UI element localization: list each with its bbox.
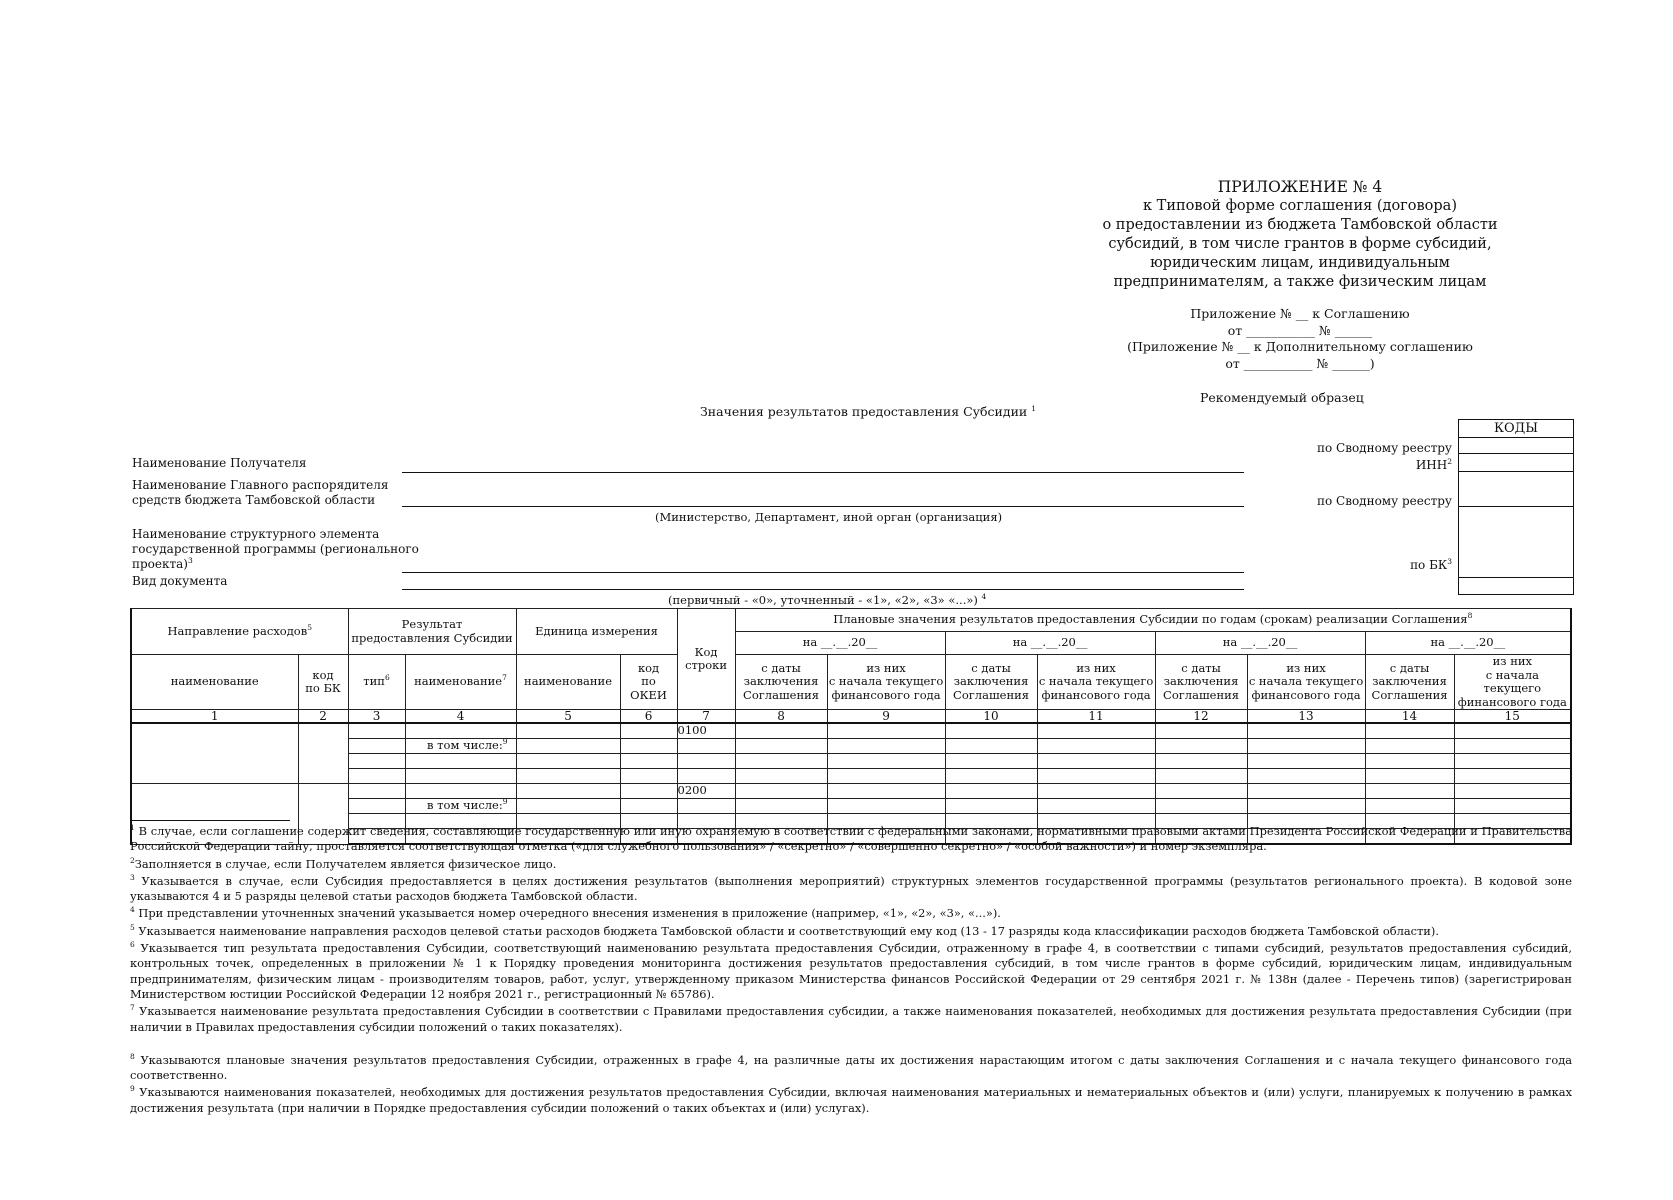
header-okei-line: код: [637, 660, 660, 675]
cell[interactable]: [1155, 784, 1247, 799]
cell[interactable]: [945, 769, 1037, 784]
column-number: 14: [1365, 710, 1454, 724]
cell[interactable]: [620, 754, 677, 769]
cell[interactable]: [945, 799, 1037, 814]
cell[interactable]: [516, 799, 620, 814]
header-period-3: на __.__.20__: [1155, 632, 1365, 655]
header-okei-line: по: [641, 674, 656, 689]
cell-row-code: 0200: [677, 784, 735, 799]
footnote-mark: 8: [130, 1052, 135, 1062]
header-from-date-line: с даты: [1389, 660, 1430, 675]
header-of-them-2: [1037, 655, 1155, 710]
cell[interactable]: [945, 723, 1037, 739]
header-period-1: на __.__.20__: [735, 632, 945, 655]
footnote: [130, 1004, 1572, 1035]
footnote-text: Указывается наименование результата предоставления Субсидии в соответствии с Правилами предоставления субсидии, а также наименования показателей, необходимых для достижения результата предоставления Субсидии (при наличии в Правилах предоставления субсидии положений о таких показателях).: [130, 1004, 1572, 1034]
header-from-date-line: Соглашения: [953, 687, 1030, 702]
cell[interactable]: [735, 799, 827, 814]
cell[interactable]: [1155, 769, 1247, 784]
document-type-note: [668, 593, 986, 607]
cell[interactable]: [1365, 784, 1454, 799]
footnote-text: Указывается в случае, если Субсидия предоставляется в целях достижения результатов (выполнения мероприятий) структурных элементов государственной программы (результатов регионального проекта). В кодовой зоне указываются 4 и 5 разряды целевой статьи расходов бюджета Тамбовской области.: [130, 873, 1572, 904]
table-title-text: Значения результатов предоставления Субсидии: [700, 404, 1028, 419]
header-of-them-line: с начала текущего: [1483, 667, 1542, 695]
header-result-type: [348, 655, 405, 710]
header-of-them-line: из них: [1492, 654, 1533, 668]
cell[interactable]: [348, 784, 405, 799]
appendix-line: юридическим лицам, индивидуальным: [1150, 255, 1450, 271]
cell[interactable]: [348, 754, 405, 769]
cell[interactable]: [1037, 784, 1155, 799]
footnote-mark: 8: [1467, 611, 1473, 621]
label-structural-element-line: [132, 557, 419, 572]
code-inn[interactable]: [1459, 454, 1574, 472]
header-okei-code: [620, 655, 677, 710]
header-of-them-3: [1247, 655, 1365, 710]
cell[interactable]: [1247, 723, 1365, 739]
cell[interactable]: [1454, 739, 1571, 754]
cell[interactable]: [620, 769, 677, 784]
header-of-them-line: из них: [866, 660, 906, 675]
footnote-text: Указываются наименования показателей, необходимых для достижения результатов предоставления Субсидии, включая наименования материальных и нематериальных объектов и (или) услуги, планируемых к получению в рамках достижения результата (при наличии в Порядке предоставления субсидии положений о таких объектах и (или) услугах).: [130, 1085, 1572, 1115]
code-bk[interactable]: [1459, 507, 1574, 578]
footnote-mark: 9: [502, 738, 508, 747]
cell[interactable]: [620, 784, 677, 799]
label-document-type: Вид документа: [132, 574, 228, 588]
header-bk-code: [298, 655, 348, 710]
footnote-mark: 2: [1447, 457, 1452, 466]
cell[interactable]: [348, 799, 405, 814]
label-svodny-reestr-1: по Сводному реестру: [1316, 441, 1452, 455]
cell[interactable]: [1454, 754, 1571, 769]
cell[interactable]: [945, 784, 1037, 799]
column-number: 10: [945, 710, 1037, 724]
cell[interactable]: [405, 754, 516, 769]
cell[interactable]: [1155, 754, 1247, 769]
cell-direction-name[interactable]: [131, 723, 298, 784]
footnote-mark: 1: [1031, 403, 1037, 413]
header-result-name-text: наименование: [414, 674, 503, 689]
cell[interactable]: [735, 723, 827, 739]
code-doc-type[interactable]: [1459, 578, 1574, 595]
appendix-line: субсидий, в том числе грантов в форме субсидий,: [1108, 236, 1492, 252]
cell[interactable]: [735, 754, 827, 769]
cell[interactable]: [735, 769, 827, 784]
footnote-mark: 3: [187, 556, 193, 565]
cell[interactable]: [827, 723, 945, 739]
footnote-text: Заполняется в случае, если Получателем является физическое лицо.: [134, 856, 557, 871]
column-number: 4: [405, 710, 516, 724]
header-of-them-1: [827, 655, 945, 710]
cell-including: [405, 739, 516, 754]
header-row-code: [677, 609, 735, 710]
chief-administrator-note: (Министерство, Департамент, иной орган (организация): [655, 510, 1003, 524]
cell[interactable]: [1247, 754, 1365, 769]
cell[interactable]: [1365, 769, 1454, 784]
footnote: [130, 857, 1572, 872]
table-row: [131, 723, 1571, 739]
header-from-date-line: заключения: [1163, 674, 1239, 689]
cell[interactable]: [1247, 769, 1365, 784]
column-number: 2: [298, 710, 348, 724]
header-result-name: [405, 655, 516, 710]
cell[interactable]: [677, 799, 735, 814]
header-direction-text: Направление расходов: [167, 623, 308, 638]
header-from-date-line: Соглашения: [743, 687, 820, 702]
cell[interactable]: [348, 769, 405, 784]
cell[interactable]: [1037, 723, 1155, 739]
cell[interactable]: [1155, 799, 1247, 814]
footnote-mark: 6: [384, 673, 390, 683]
label-recipient: Наименование Получателя: [132, 456, 307, 470]
footnote-mark: 7: [130, 1003, 135, 1013]
footnotes: [130, 824, 1572, 1118]
header-of-them-line: с начала текущего: [1248, 674, 1364, 689]
footnote-text: При представлении уточненных значений указывается номер очередного внесения изменения в приложение (например, «1», «2», «3», «...»).: [134, 906, 1001, 921]
header-of-them-line: с начала текущего: [1038, 674, 1154, 689]
header-of-them-line: финансового года: [831, 687, 941, 702]
structural-element-line[interactable]: [402, 572, 1244, 573]
label-chief-administrator-line: Наименование Главного распорядителя: [132, 478, 389, 492]
cell[interactable]: [516, 723, 620, 739]
header-from-date-line: Соглашения: [1371, 687, 1448, 702]
header-from-date-3: [1155, 655, 1247, 710]
footnote-text: В случае, если соглашение содержит сведения, составляющие государственную или иную охраняемую в соответствии с федеральными законами, нормативными правовыми актами Президента Российской Федерации и Правительства Российской Федерации тайну, проставляется соответствующая отметка («для служебного пользования» / «секретно» / «совершенно секретно» / «особой важности») и номер экземпляра.: [130, 824, 1572, 854]
header-from-date-line: заключения: [1372, 674, 1447, 689]
cell[interactable]: [516, 769, 620, 784]
header-result-line: предоставления Субсидии: [351, 630, 513, 645]
footnote-text: Указываются плановые значения результатов предоставления Субсидии, отраженных в графе 4, на различные даты их достижения нарастающим итогом с даты заключения Соглашения и с начала текущего финансового года соответственно.: [130, 1052, 1572, 1083]
header-planned: [735, 609, 1571, 632]
header-direction: [131, 609, 348, 655]
footnote-mark: 6: [130, 940, 135, 950]
header-of-them-line: с начала текущего: [828, 674, 944, 689]
cell[interactable]: [827, 799, 945, 814]
label-inn-text: ИНН: [1415, 458, 1448, 472]
header-planned-text: Плановые значения результатов предоставления Субсидии по годам (срокам) реализации Соглашения: [833, 612, 1468, 627]
appendix-line: о предоставлении из бюджета Тамбовской области: [1102, 217, 1498, 233]
cell[interactable]: [1365, 723, 1454, 739]
code-svodny-2[interactable]: [1459, 472, 1574, 507]
cell[interactable]: [1247, 739, 1365, 754]
cell[interactable]: [516, 754, 620, 769]
including-text: в том числе:: [427, 798, 503, 813]
table-title: [700, 404, 1036, 419]
footnote-mark: 2: [130, 855, 135, 865]
including-text: в том числе:: [427, 738, 503, 753]
header-of-them-4: [1454, 655, 1571, 710]
footnote: [130, 941, 1572, 1002]
cell[interactable]: [827, 739, 945, 754]
cell[interactable]: [620, 739, 677, 754]
attachment-line: Приложение № __ к Соглашению: [1190, 306, 1410, 321]
header-result: [348, 609, 516, 655]
footnote-mark: 7: [502, 673, 507, 683]
cell[interactable]: [1365, 799, 1454, 814]
cell[interactable]: [348, 723, 405, 739]
cell[interactable]: [945, 739, 1037, 754]
table-row: [131, 784, 1571, 799]
header-from-date-1: [735, 655, 827, 710]
header-from-date-line: Соглашения: [1163, 687, 1240, 702]
footnote-mark: 3: [1447, 557, 1452, 566]
document-type-line[interactable]: [402, 589, 1244, 590]
cell[interactable]: [1365, 739, 1454, 754]
label-structural-element: [132, 527, 419, 572]
results-table: [130, 608, 1572, 845]
header-bk-code-line: по БК: [305, 681, 341, 695]
cell[interactable]: [1247, 799, 1365, 814]
cell[interactable]: [1247, 784, 1365, 799]
cell[interactable]: [945, 754, 1037, 769]
cell-including: [405, 799, 516, 814]
column-number: 6: [620, 710, 677, 724]
cell[interactable]: [405, 784, 516, 799]
appendix-heading: ПРИЛОЖЕНИЕ № 4: [1217, 178, 1383, 196]
header-unit: Единица измерения: [516, 609, 677, 655]
cell[interactable]: [827, 754, 945, 769]
header-of-them-line: финансового года: [1457, 694, 1567, 709]
footnote: [130, 1085, 1572, 1116]
label-svodny-reestr-2: по Сводному реестру: [1316, 494, 1452, 508]
cell[interactable]: [516, 739, 620, 754]
header-row-code-line: строки: [685, 658, 728, 672]
recipient-line[interactable]: [402, 472, 1244, 473]
footnote-mark: 9: [502, 798, 508, 807]
document-type-note-text: (первичный - «0», уточненный - «1», «2», «3» «...»): [668, 593, 978, 607]
attachment-line: от ___________ № ______): [1225, 355, 1375, 371]
footnote-text: Указывается тип результата предоставления Субсидии, соответствующий наименованию результата предоставления Субсидии, отраженному в графе 4, в соответствии с типами субсидий, результатов предоставления субсидий, контрольных точек, определенных в приложении № 1 к Порядку проведения мониторинга достижения результатов предоставления субсидий, в том числе грантов в форме субсидий, юридическим лицам, индивидуальным предпринимателям, физическим лицам - производителям товаров, работ, услуг, утвержденному приказом Министерства финансов Российской Федерации от 29 сентября 2021 г. № 138н (далее - Перечень типов) (зарегистрирован Министерством юстиции Российской Федерации 12 ноября 2021 г., регистрационный № 65786).: [130, 941, 1572, 1001]
cell[interactable]: [1037, 739, 1155, 754]
label-bk: [1252, 558, 1452, 573]
header-period-2: на __.__.20__: [945, 632, 1155, 655]
recommended-sample: Рекомендуемый образец: [1200, 390, 1364, 405]
footnote-mark: 5: [130, 922, 135, 932]
column-number: 8: [735, 710, 827, 724]
cell[interactable]: [405, 723, 516, 739]
header-from-date-line: заключения: [953, 674, 1029, 689]
footnote-mark: 4: [130, 905, 135, 915]
column-number: 9: [827, 710, 945, 724]
footnote-mark: 9: [130, 1084, 135, 1094]
cell[interactable]: [1454, 723, 1571, 739]
label-bk-text: по БК: [1410, 558, 1448, 572]
codes-header: КОДЫ: [1459, 420, 1574, 438]
header-from-date-line: с даты: [1181, 660, 1221, 675]
label-structural-element-line: Наименование структурного элемента: [132, 527, 380, 541]
cell[interactable]: [1155, 723, 1247, 739]
label-structural-element-line: государственной программы (регионального: [132, 542, 419, 556]
column-number: 7: [677, 710, 735, 724]
footnote-separator: [130, 820, 290, 821]
attachment-line: (Приложение № __ к Дополнительному соглашению: [1127, 339, 1473, 354]
code-svodny-1[interactable]: [1459, 438, 1574, 454]
header-result-line: Результат: [401, 617, 463, 631]
codes-box: [1458, 419, 1574, 595]
footnote: [130, 874, 1572, 905]
footnote-text: Указывается наименование направления расходов целевой статьи расходов бюджета Тамбовской области и соответствующий ему код (13 - 17 разряды кода классификации расходов бюджета Тамбовской области).: [134, 923, 1439, 938]
appendix-header: [1080, 178, 1520, 292]
cell[interactable]: [1037, 799, 1155, 814]
footnote: [130, 824, 1572, 855]
header-from-date-line: с даты: [971, 660, 1011, 675]
cell-bk-code[interactable]: [298, 723, 348, 784]
cell[interactable]: [827, 784, 945, 799]
cell[interactable]: [1155, 739, 1247, 754]
cell[interactable]: [1365, 754, 1454, 769]
cell[interactable]: [1454, 799, 1571, 814]
cell[interactable]: [1037, 769, 1155, 784]
header-of-them-line: финансового года: [1251, 687, 1361, 702]
appendix-line: к Типовой форме соглашения (договора): [1143, 198, 1457, 214]
label-chief-administrator-line: средств бюджета Тамбовской области: [132, 493, 376, 507]
header-period-4: на __.__.20__: [1365, 632, 1571, 655]
label-inn: [1252, 458, 1452, 473]
header-direction-name: наименование: [131, 655, 298, 710]
cell[interactable]: [620, 799, 677, 814]
cell[interactable]: [516, 784, 620, 799]
header-of-them-line: из них: [1076, 660, 1116, 675]
column-number: 11: [1037, 710, 1155, 724]
label-structural-element-text: проекта): [132, 557, 188, 571]
footnote-mark: 5: [307, 622, 312, 632]
column-number: 1: [131, 710, 298, 724]
header-from-date-2: [945, 655, 1037, 710]
footnote: [130, 924, 1572, 939]
cell[interactable]: [405, 769, 516, 784]
column-number: 13: [1247, 710, 1365, 724]
cell[interactable]: [348, 739, 405, 754]
header-bk-code-line: код: [312, 667, 334, 682]
cell[interactable]: [677, 754, 735, 769]
cell[interactable]: [620, 723, 677, 739]
cell[interactable]: [735, 739, 827, 754]
cell[interactable]: [677, 769, 735, 784]
footnote-mark: 1: [130, 823, 135, 833]
cell[interactable]: [1454, 769, 1571, 784]
header-unit-name: наименование: [516, 655, 620, 710]
header-from-date-line: с даты: [761, 660, 801, 675]
footnote: [130, 1053, 1572, 1084]
chief-administrator-line[interactable]: [402, 506, 1244, 507]
cell[interactable]: [1037, 754, 1155, 769]
column-number: 12: [1155, 710, 1247, 724]
header-of-them-line: финансового года: [1041, 687, 1151, 702]
header-from-date-line: заключения: [743, 674, 819, 689]
header-okei-line: ОКЕИ: [630, 687, 667, 702]
header-result-type-text: тип: [363, 674, 385, 689]
appendix-line: предпринимателям, а также физическим лицам: [1113, 274, 1487, 290]
header-of-them-line: из них: [1286, 660, 1326, 675]
header-row-code-line: Код: [694, 644, 718, 659]
cell-row-code: 0100: [677, 723, 735, 739]
column-number: 5: [516, 710, 620, 724]
column-number: 15: [1454, 710, 1571, 724]
footnote-mark: 4: [981, 592, 987, 602]
cell[interactable]: [827, 769, 945, 784]
cell[interactable]: [735, 784, 827, 799]
footnote-mark: 3: [130, 873, 135, 883]
column-number: 3: [348, 710, 405, 724]
cell[interactable]: [1454, 784, 1571, 799]
label-chief-administrator: [132, 478, 388, 508]
attachment-line: от ___________ № ______: [1227, 322, 1373, 338]
cell[interactable]: [677, 739, 735, 754]
attachment-reference: [1110, 306, 1490, 372]
header-from-date-4: [1365, 655, 1454, 710]
footnote: [130, 906, 1572, 921]
